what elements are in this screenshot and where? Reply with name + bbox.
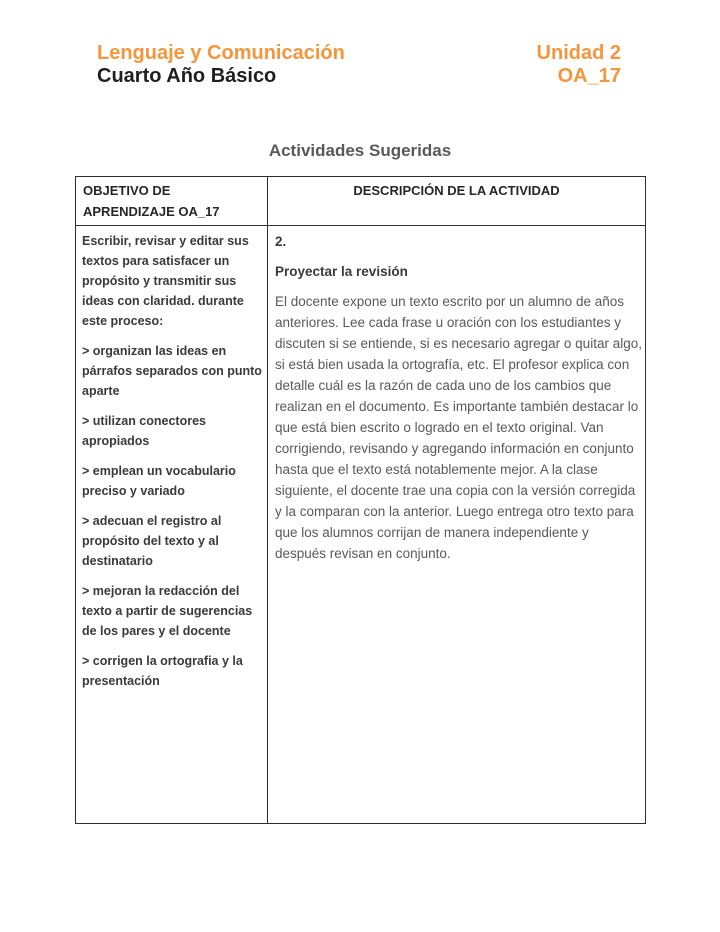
objective-bullet-2: > utilizan conectores apropiados (82, 414, 206, 448)
activity-number: 2. (275, 234, 287, 249)
header-left-block (97, 42, 345, 88)
table-header-row (76, 177, 646, 226)
activity-title: Proyectar la revisión (275, 264, 408, 279)
grade-title: Cuarto Año Básico (97, 65, 277, 87)
page-header (0, 0, 720, 88)
activity-cell (268, 226, 646, 824)
activities-table (75, 176, 646, 824)
page-title: Actividades Sugeridas (268, 141, 452, 160)
header-right-block (537, 42, 621, 88)
table-row (76, 226, 646, 824)
oa-label: OA_17 (557, 65, 621, 87)
column-header-objective: OBJETIVO DE APRENDIZAJE OA_17 (76, 177, 268, 226)
objective-bullet-3: > emplean un vocabulario preciso y variado (82, 464, 236, 498)
objective-intro: Escribir, revisar y editar sus textos para satisfacer un propósito y transmitir sus ideas con claridad. durante este proceso: (82, 234, 249, 328)
objective-cell (76, 226, 268, 824)
column-header-description: DESCRIPCIÓN DE LA ACTIVIDAD (268, 177, 646, 226)
activity-description: El docente expone un texto escrito por un alumno de años anteriores. Lee cada frase u oración con los estudiantes y discuten si se entiende, si es necesario agregar o quitar algo, si está bien usada la ortografía, etc. El profesor explica con detalle cuál es la razón de cada uno de los cambios que realizan en el documento. Es importante también destacar lo que está bien escrito o logrado en el texto original. Van corrigiendo, revisando y agregando información en conjunto hasta que el texto está notablemente mejor. A la clase siguiente, el docente trae una copia con la versión corregida y la comparan con la anterior. Luego entrega otro texto para que los alumnos corrijan de manera independiente y después revisan en conjunto. (275, 294, 642, 561)
objective-bullet-4: > adecuan el registro al propósito del texto y al destinatario (82, 514, 222, 568)
objective-bullet-6: > corrigen la ortografia y la presentación (82, 654, 243, 688)
objective-bullet-1: > organizan las ideas en párrafos separados con punto aparte (82, 344, 262, 398)
objective-bullet-5: > mejoran la redacción del texto a partir de sugerencias de los pares y el docente (82, 584, 253, 638)
subject-title: Lenguaje y Comunicación (97, 42, 345, 64)
unit-label: Unidad 2 (536, 42, 621, 64)
